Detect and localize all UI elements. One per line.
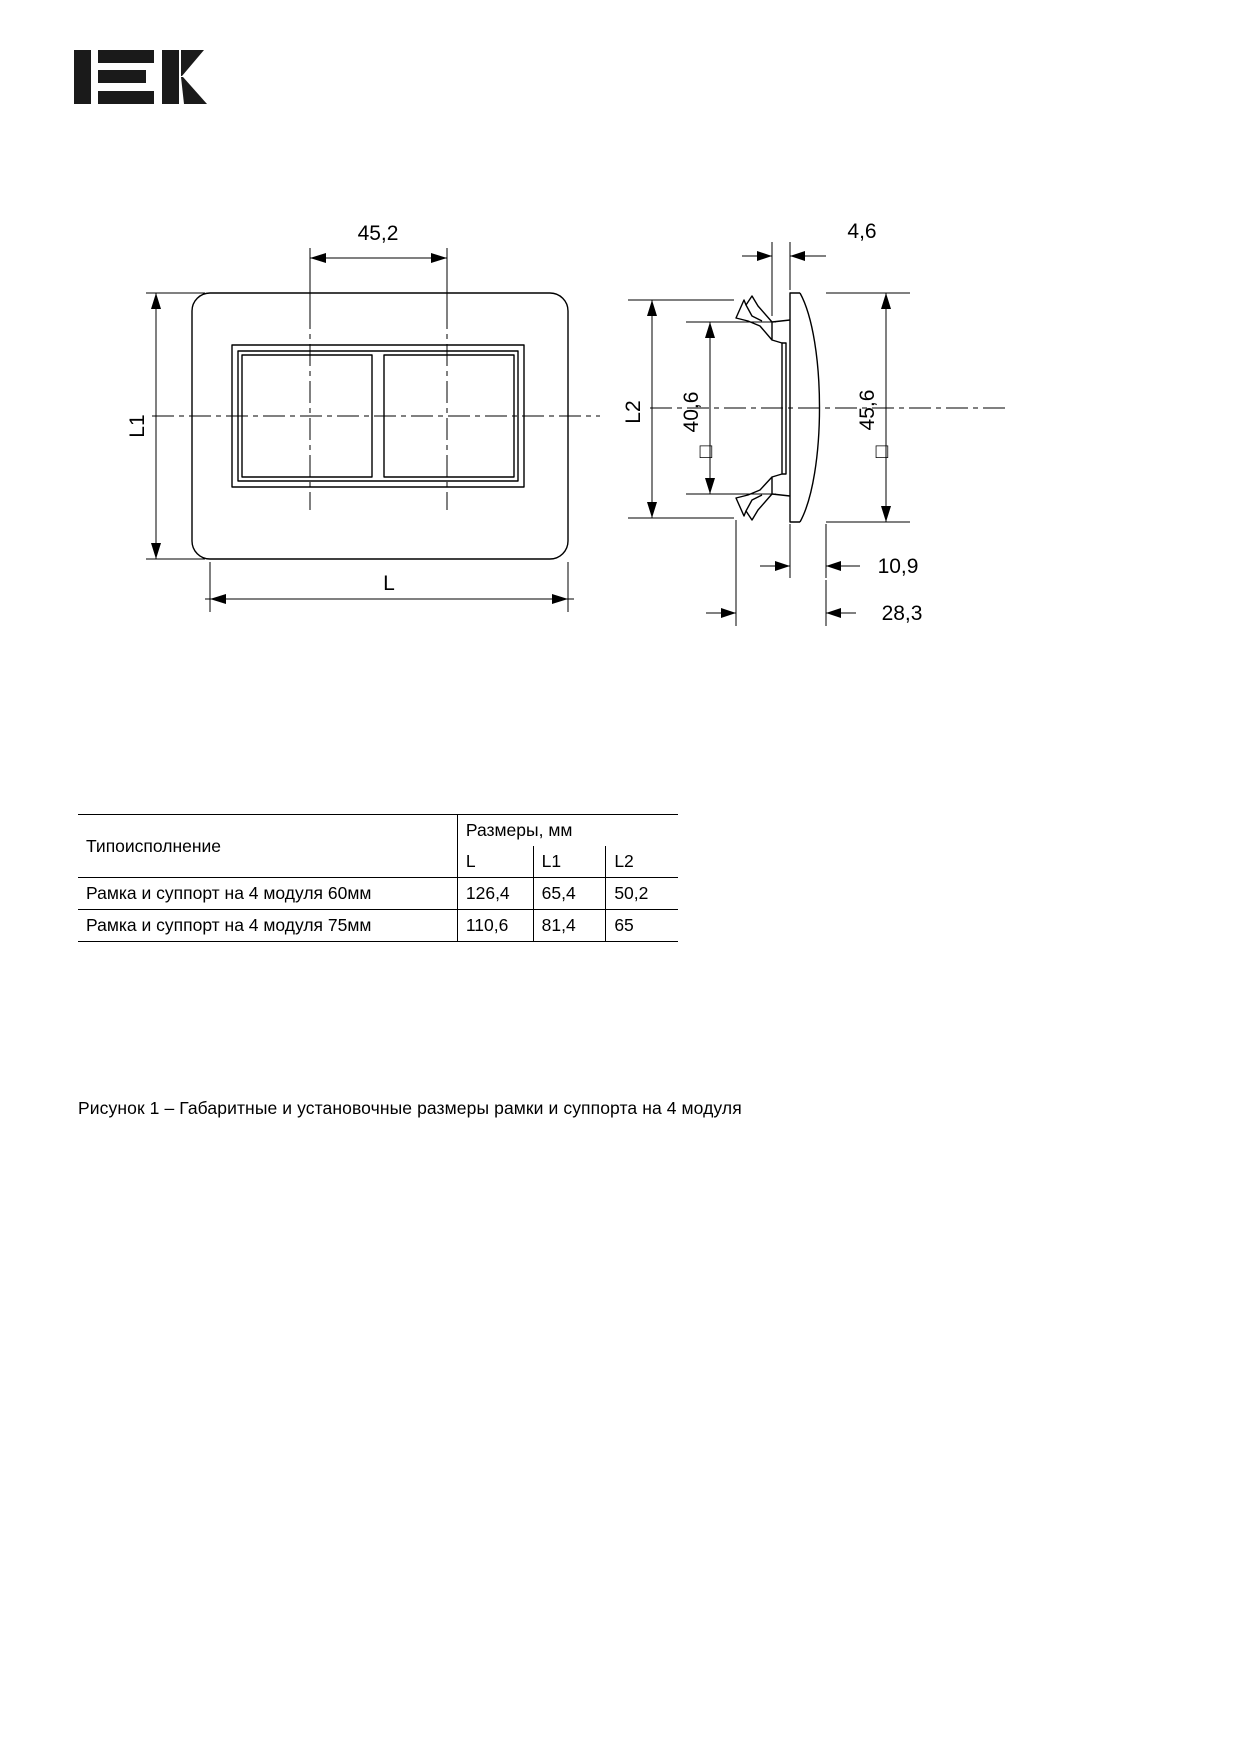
square-symbol-right: □	[875, 440, 889, 463]
iek-logo-glyph	[74, 46, 224, 108]
row-0-name: Рамка и суппорт на 4 модуля 60мм	[78, 878, 457, 910]
row-1-name: Рамка и суппорт на 4 модуля 75мм	[78, 910, 457, 942]
front-plate-outline	[192, 293, 568, 559]
table-subheader-L: L	[457, 846, 533, 878]
dim-L2-label: L2	[622, 400, 645, 424]
dim-L1	[146, 293, 205, 559]
dim-4-6	[742, 242, 826, 316]
drawing-svg	[0, 180, 1244, 680]
square-symbol-left: □	[699, 440, 713, 463]
table-subheader-L1: L1	[533, 846, 606, 878]
table-row	[78, 910, 678, 942]
dim-10-9-label: 10,9	[877, 555, 919, 578]
dim-10-9	[760, 524, 860, 578]
dim-L1-label: L1	[126, 414, 149, 438]
table-header-row	[78, 815, 678, 847]
row-0-L2: 50,2	[606, 878, 678, 910]
dim-45-2	[310, 248, 447, 308]
row-0-L1: 65,4	[533, 878, 606, 910]
side-centerline	[650, 268, 1010, 408]
row-1-L1: 81,4	[533, 910, 606, 942]
iek-logo	[74, 46, 224, 108]
dim-28-3	[706, 520, 856, 626]
table-subheader-L2: L2	[606, 846, 678, 878]
dim-45-6-label: 45,6	[856, 389, 879, 431]
front-centerlines	[152, 270, 600, 510]
technical-drawing	[0, 180, 1244, 680]
row-1-L2: 65	[606, 910, 678, 942]
dimensions-table	[78, 814, 678, 942]
table-row	[78, 878, 678, 910]
row-1-L: 110,6	[457, 910, 533, 942]
dim-40-6-label: 40,6	[680, 391, 703, 433]
table-header-type: Типоисполнение	[78, 815, 457, 878]
row-0-L: 126,4	[457, 878, 533, 910]
dim-4-6-label: 4,6	[847, 220, 877, 243]
dim-28-3-label: 28,3	[881, 602, 923, 625]
dim-45-2-label: 45,2	[357, 222, 399, 245]
table-header-sizes: Размеры, мм	[457, 815, 678, 847]
figure-caption: Рисунок 1 – Габаритные и установочные размеры рамки и суппорта на 4 модуля	[78, 1098, 742, 1118]
dim-L-label: L	[383, 572, 395, 595]
